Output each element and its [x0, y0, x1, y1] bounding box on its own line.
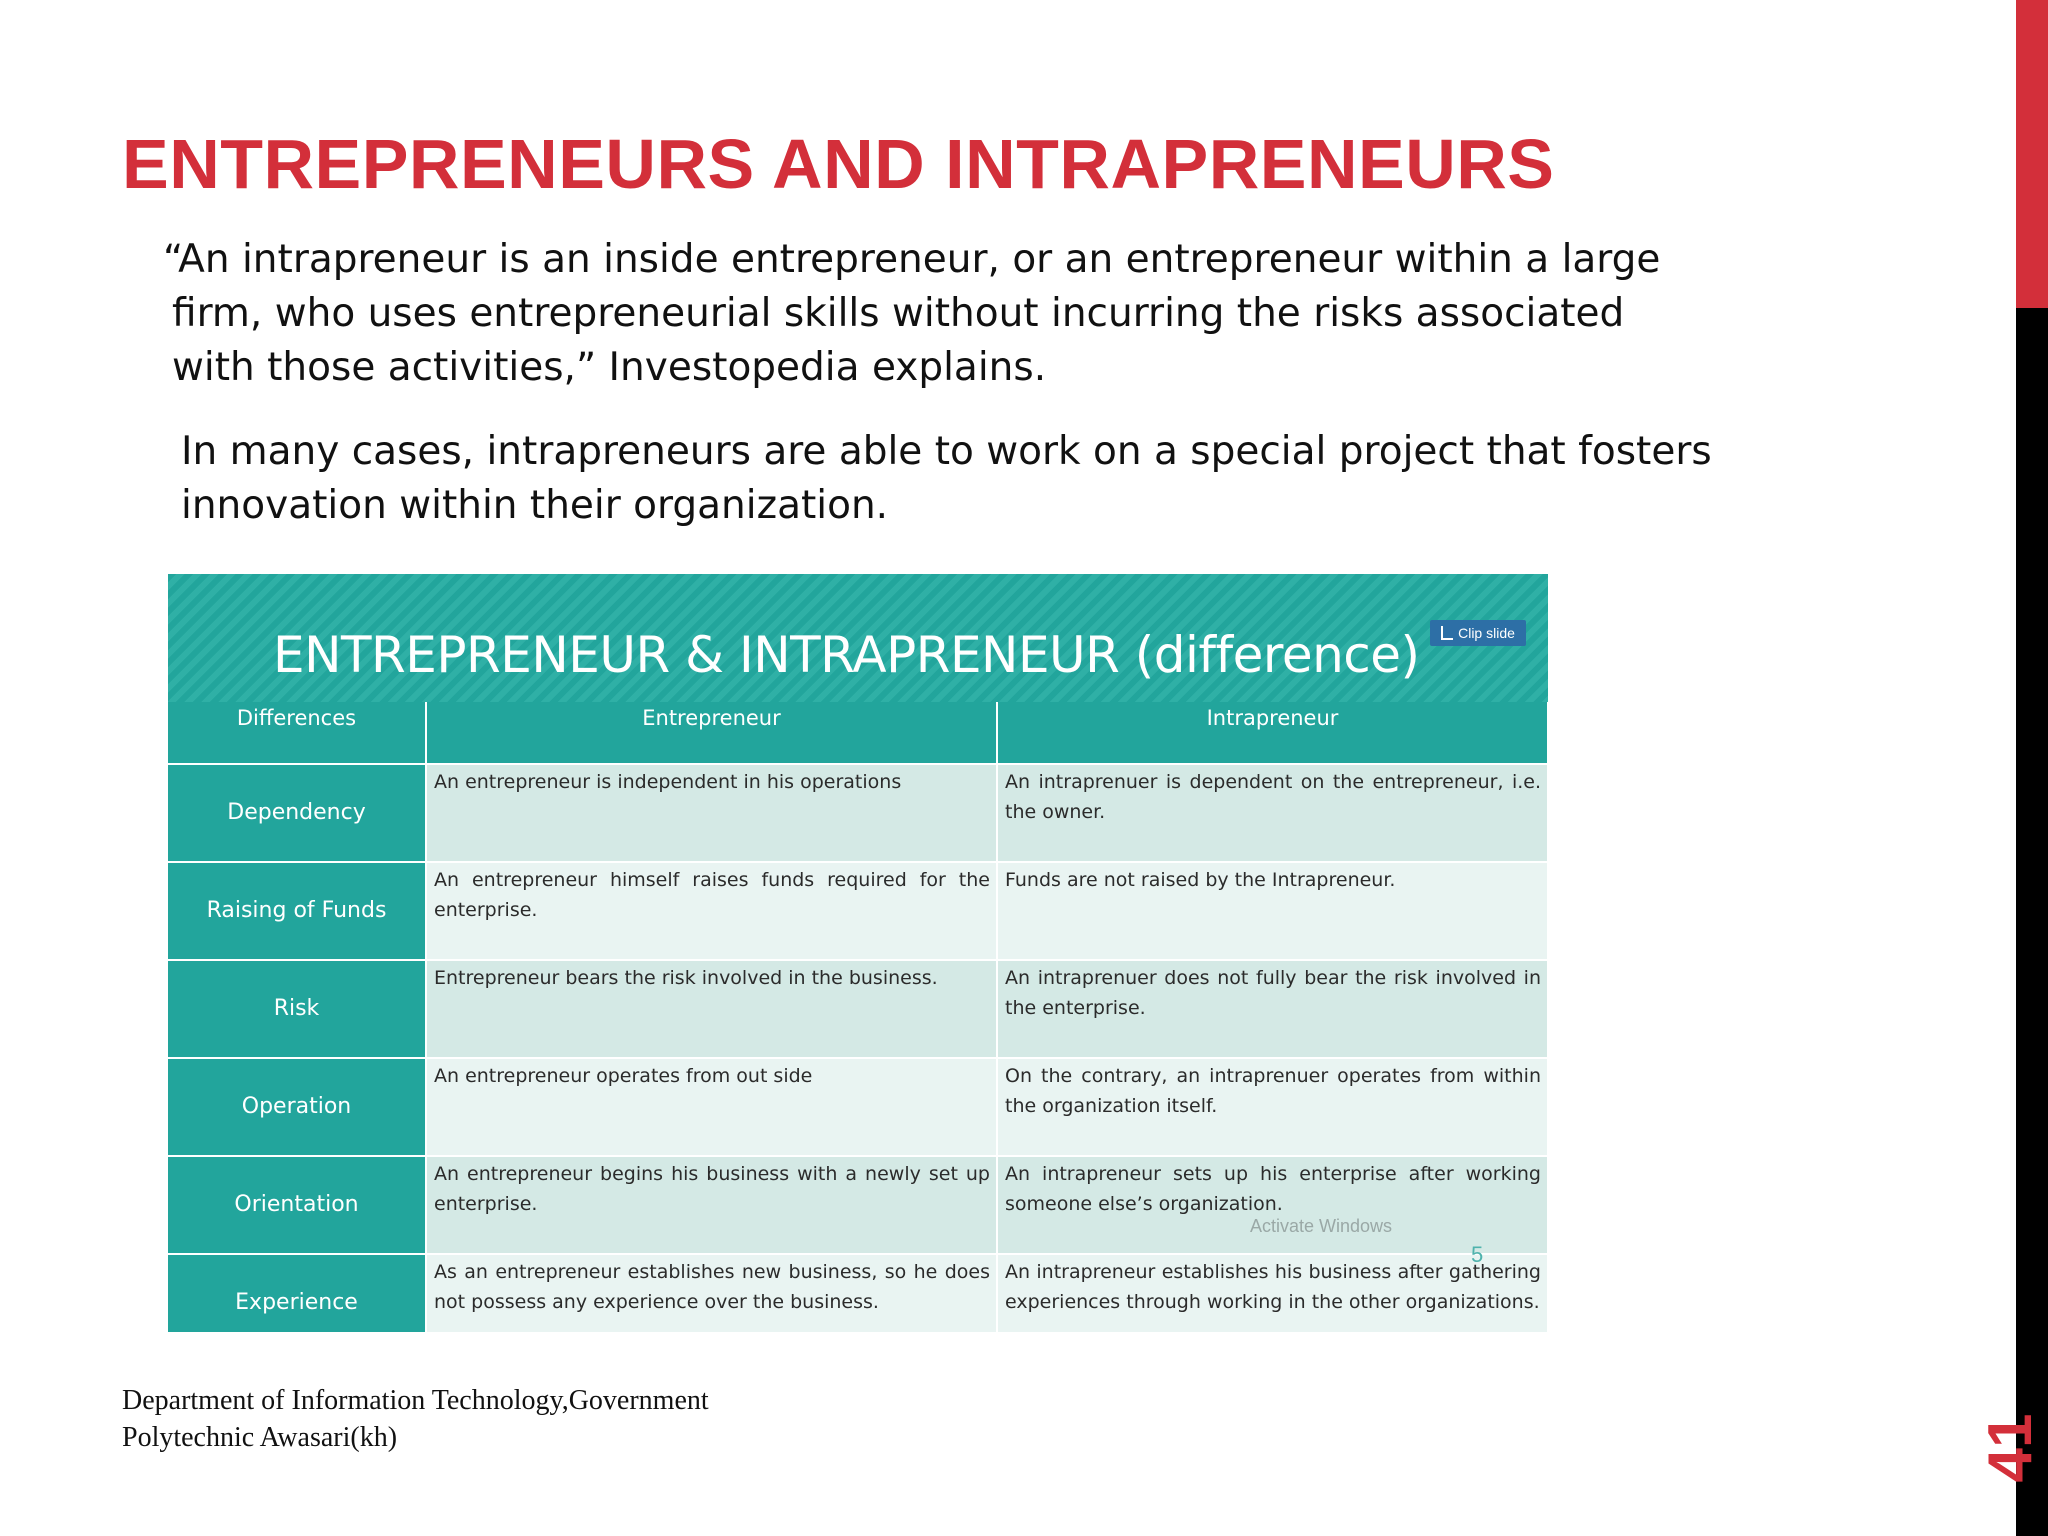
table-row [168, 862, 1548, 960]
table-row [168, 764, 1548, 862]
body-paragraph: In many cases, intrapreneurs are able to work on a special project that fosters innovation within their organization. [181, 429, 1712, 528]
row-label: Operation [168, 1058, 426, 1156]
quote-paragraph: “An intrapreneur is an inside entrepreneur, or an entrepreneur within a large firm, who uses entrepreneurial skills without incurring the risks associated with those activities,” Investopedia explains. [163, 237, 1661, 390]
intrapreneur-cell: On the contrary, an intraprenuer operates from within the organization itself. [997, 1058, 1548, 1156]
table-row [168, 1156, 1548, 1254]
intrapreneur-cell: Funds are not raised by the Intrapreneur. [997, 862, 1548, 960]
slide-title: ENTREPRENEURS AND INTRAPRENEURS [122, 125, 1555, 203]
entrepreneur-cell: As an entrepreneur establishes new business, so he does not possess any experience over the business. [426, 1254, 997, 1332]
intrapreneur-cell: An intrapreneur establishes his business after gathering experiences through working in the other organizations. [997, 1254, 1548, 1332]
row-label: Orientation [168, 1156, 426, 1254]
column-header-entrepreneur: Entrepreneur [426, 702, 997, 764]
activate-windows-watermark: Activate Windows [1250, 1216, 1393, 1236]
table-row [168, 960, 1548, 1058]
table-row [168, 1254, 1548, 1332]
footer-line-2: Polytechnic Awasari(kh) [122, 1422, 398, 1453]
column-header-intrapreneur: Intrapreneur [997, 702, 1548, 764]
entrepreneur-cell: An entrepreneur begins his business with a newly set up enterprise. [426, 1156, 997, 1254]
slide-number: 41 [1975, 1413, 2045, 1483]
clip-slide-button[interactable] [1430, 620, 1526, 646]
entrepreneur-cell: An entrepreneur himself raises funds required for the enterprise. [426, 862, 997, 960]
row-label: Experience [168, 1254, 426, 1332]
column-header-differences: Differences [168, 702, 426, 764]
entrepreneur-cell: An entrepreneur is independent in his operations [426, 764, 997, 862]
clip-icon [1441, 626, 1453, 640]
table-header-row [168, 702, 1548, 764]
side-accent-bar-red [2016, 0, 2048, 308]
side-accent-bar-black [2016, 308, 2048, 1536]
row-label: Raising of Funds [168, 862, 426, 960]
entrepreneur-cell: An entrepreneur operates from out side [426, 1058, 997, 1156]
watermark-page-number: 5 [1471, 1242, 1484, 1267]
embedded-table-image [168, 574, 1548, 1332]
embedded-title: ENTREPRENEUR & INTRAPRENEUR (difference) [273, 626, 1420, 684]
footer-credit [122, 1382, 842, 1456]
row-label: Risk [168, 960, 426, 1058]
clip-slide-label: Clip slide [1458, 625, 1515, 641]
table-row [168, 1058, 1548, 1156]
footer-line-1: Department of Information Technology,Government [122, 1385, 709, 1416]
intrapreneur-cell: An intraprenuer is dependent on the entrepreneur, i.e. the owner. [997, 764, 1548, 862]
intrapreneur-cell: An intraprenuer does not fully bear the risk involved in the enterprise. [997, 960, 1548, 1058]
intrapreneur-cell: An intrapreneur sets up his enterprise after working someone else’s organization. [997, 1156, 1548, 1254]
entrepreneur-cell: Entrepreneur bears the risk involved in the business. [426, 960, 997, 1058]
comparison-table [168, 702, 1548, 1332]
embedded-header-band [168, 574, 1548, 702]
row-label: Dependency [168, 764, 426, 862]
